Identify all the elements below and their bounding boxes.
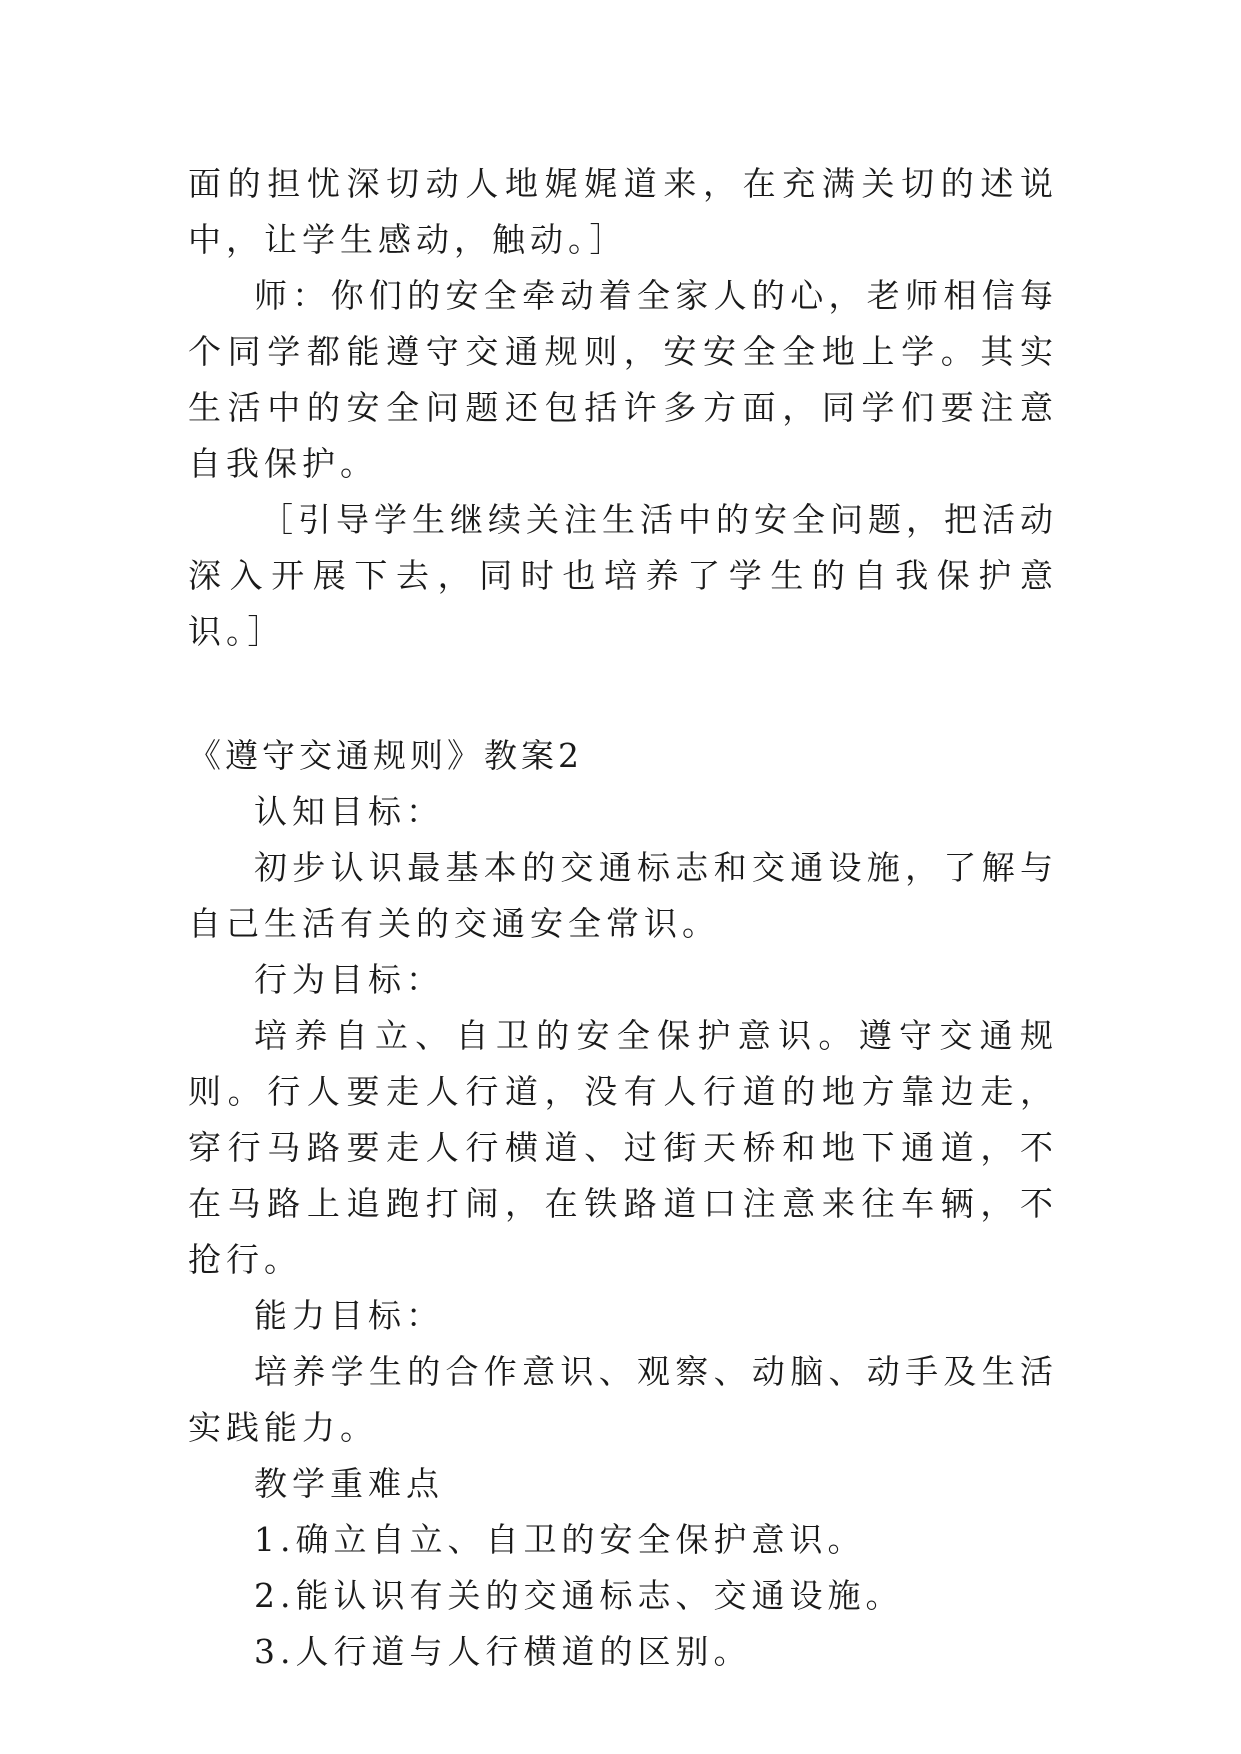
heading-cognitive-goal: 认知目标： bbox=[254, 792, 444, 831]
paragraph-guidance-note: ［引导学生继续关注生活中的安全问题，把活动深入开展下去，同时也培养了学生的自我保护意识。］ bbox=[188, 500, 1058, 651]
paragraph-continuation: 面的担忧深切动人地娓娓道来，在充满关切的述说中，让学生感动，触动。］ bbox=[188, 164, 1058, 259]
paragraph-cognitive-goal: 初步认识最基本的交通标志和交通设施，了解与自己生活有关的交通安全常识。 bbox=[188, 848, 1058, 943]
section-title: 《遵守交通规则》教案2 bbox=[188, 736, 583, 775]
document-page bbox=[188, 156, 1058, 1680]
paragraph-ability-goal: 培养学生的合作意识、观察、动脑、动手及生活实践能力。 bbox=[188, 1352, 1058, 1447]
paragraph-teacher-speech: 师：你们的安全牵动着全家人的心，老师相信每个同学都能遵守交通规则，安安全全地上学。其实生活中的安全问题还包括许多方面，同学们要注意自我保护。 bbox=[188, 276, 1058, 483]
list-item-difficulty-3: 3.人行道与人行横道的区别。 bbox=[254, 1632, 752, 1671]
list-item-difficulty-2: 2.能认识有关的交通标志、交通设施。 bbox=[254, 1576, 904, 1615]
heading-behavior-goal: 行为目标： bbox=[254, 960, 444, 999]
heading-key-difficulties: 教学重难点 bbox=[254, 1464, 444, 1503]
paragraph-behavior-goal: 培养自立、自卫的安全保护意识。遵守交通规则。行人要走人行道，没有人行道的地方靠边走，穿行马路要走人行横道、过街天桥和地下通道，不在马路上追跑打闹，在铁路道口注意来往车辆，不抢行。 bbox=[188, 1016, 1058, 1279]
list-item-difficulty-1: 1.确立自立、自卫的安全保护意识。 bbox=[254, 1520, 866, 1559]
heading-ability-goal: 能力目标： bbox=[254, 1296, 444, 1335]
section-spacer bbox=[188, 660, 1058, 728]
